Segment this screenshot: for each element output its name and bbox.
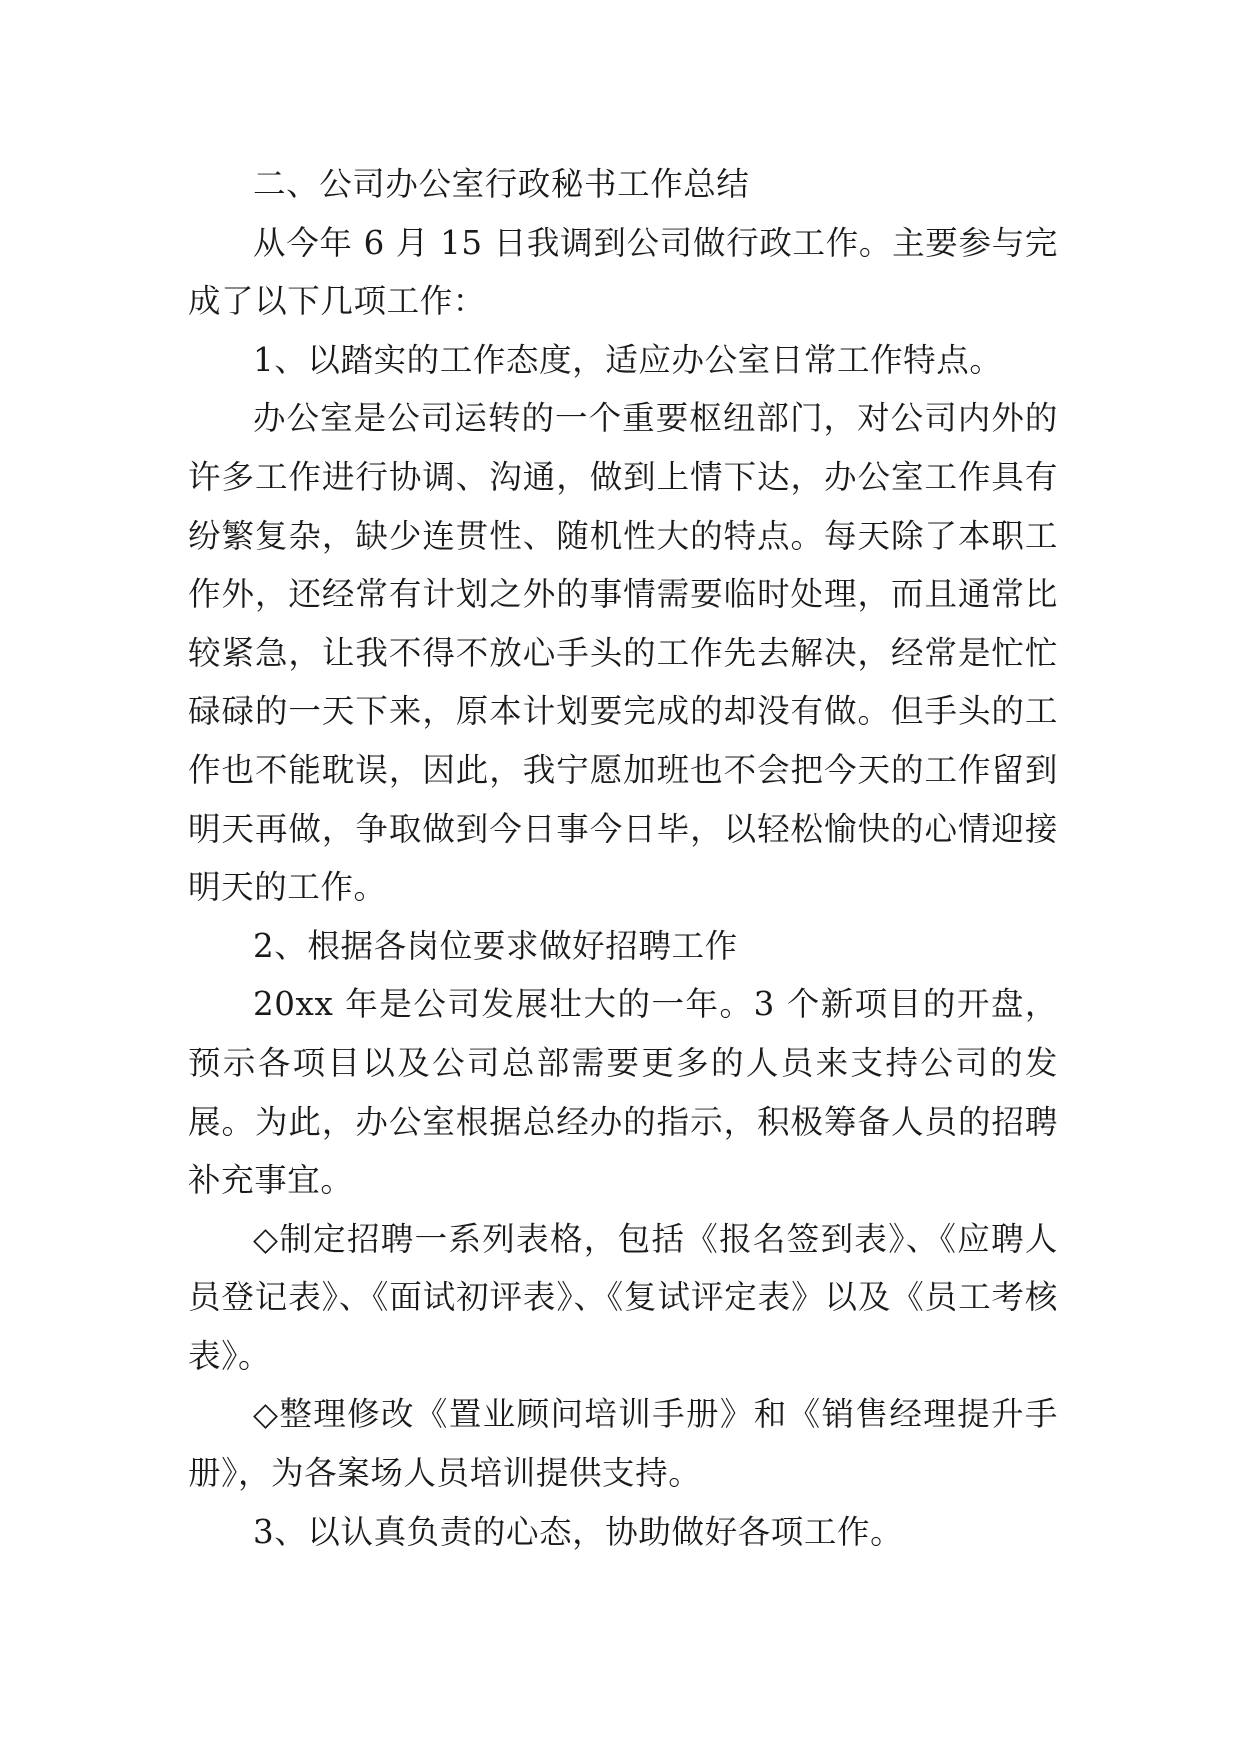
item-1-body: 办公室是公司运转的一个重要枢纽部门，对公司内外的许多工作进行协调、沟通，做到上情下达，办公室工作具有纷繁复杂，缺少连贯性、随机性大的特点。每天除了本职工作外，还经常有计划之外的事情需要临时处理，而且通常比较紧急，让我不得不放心手头的工作先去解决，经常是忙忙碌碌的一天下来，原本计划要完成的却没有做。但手头的工作也不能耽误，因此，我宁愿加班也不会把今天的工作留到明天再做，争取做到今日事今日毕，以轻松愉快的心情迎接明天的工作。: [188, 399, 1058, 907]
item-2-heading: 2、根据各岗位要求做好招聘工作: [253, 926, 738, 965]
intro-paragraph: 从今年 6 月 15 日我调到公司做行政工作。主要参与完成了以下几项工作：: [188, 223, 1058, 321]
bullet-forms: ◇制定招聘一系列表格，包括《报名签到表》、《应聘人员登记表》、《面试初评表》、《复试评定表》以及《员工考核表》。: [188, 1219, 1058, 1375]
document-body: [188, 155, 1058, 1561]
section-heading: 二、公司办公室行政秘书工作总结: [253, 165, 750, 203]
bullet-manuals: ◇整理修改《置业顾问培训手册》和《销售经理提升手册》，为各案场人员培训提供支持。: [188, 1395, 1058, 1493]
item-2-body: 20xx 年是公司发展壮大的一年。3 个新项目的开盘，预示各项目以及公司总部需要更多的人员来支持公司的发展。为此，办公室根据总经办的指示，积极筹备人员的招聘补充事宜。: [188, 985, 1058, 1200]
item-3-heading: 3、以认真负责的心态，协助做好各项工作。: [253, 1512, 904, 1551]
item-1-heading: 1、以踏实的工作态度，适应办公室日常工作特点。: [253, 340, 1003, 379]
